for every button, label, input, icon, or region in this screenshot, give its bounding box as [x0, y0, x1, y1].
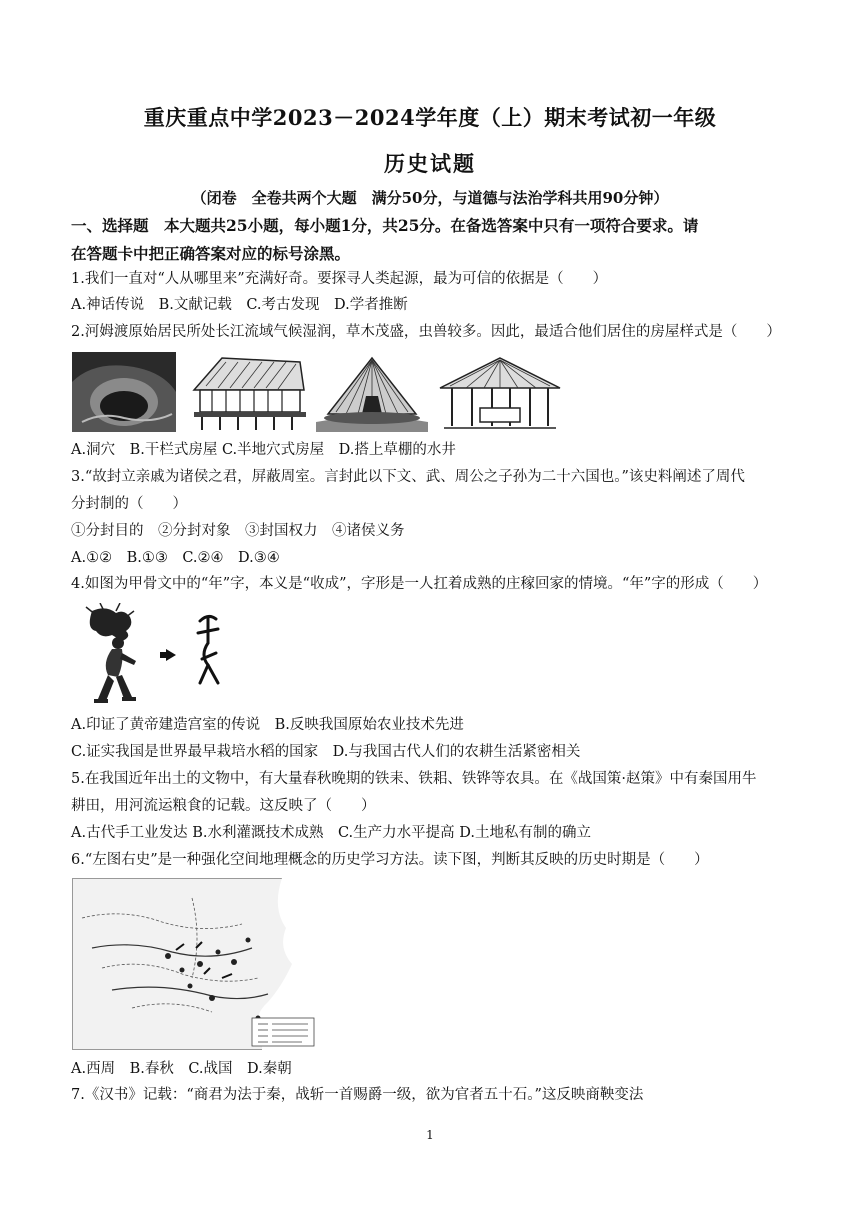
question-3-stem-line2: 分封制的（ ） [71, 496, 187, 512]
cave-image [72, 352, 176, 432]
question-1-options: A.神话传说 B.文献记载 C.考古发现 D.学者推断 [71, 297, 408, 313]
page-number: 1 [426, 1128, 434, 1142]
question-4-options-line1: A.印证了黄帝建造宫室的传说 B.反映我国原始农业技术先进 [71, 717, 464, 733]
question-6-options: A.西周 B.春秋 C.战国 D.秦朝 [71, 1061, 292, 1077]
question-5-options: A.古代手工业发达 B.水利灌溉技术成熟 C.生产力水平提高 D.土地私有制的确立 [71, 825, 591, 841]
question-5-stem-line2: 耕田，用河流运粮食的记载。这反映了（ ） [71, 798, 376, 814]
question-2-stem: 2.河姆渡原始居民所处长江流域气候湿润，草木茂盛，虫兽较多。因此，最适合他们居住的房屋样式是（ ） [71, 324, 781, 340]
question-1-stem: 1.我们一直对“人从哪里来”充满好奇。要探寻人类起源，最为可信的依据是（ ） [71, 271, 608, 287]
exam-note: （闭卷 全卷共两个大题 满分50分，与道德与法治学科共用90分钟） [191, 189, 669, 207]
well-with-thatched-roof-image [436, 352, 564, 432]
question-6-stem: 6.“左图右史”是一种强化空间地理概念的历史学习方法。读下图，判断其反映的历史时期是（ ） [71, 852, 709, 868]
exam-title: 重庆重点中学2023－2024学年度（上）期末考试初一年级 [143, 105, 717, 130]
question-3-options: A.①② B.①③ C.②④ D.③④ [71, 550, 280, 566]
oracle-bone-nian-character-image [72, 603, 230, 707]
question-3-items: ①分封目的 ②分封对象 ③封国权力 ④诸侯义务 [71, 523, 405, 539]
exam-subject: 历史试题 [384, 151, 476, 176]
question-4-options-line2: C.证实我国是世界最早栽培水稻的国家 D.与我国古代人们的农耕生活紧密相关 [71, 744, 581, 760]
question-2-options: A.洞穴 B.干栏式房屋 C.半地穴式房屋 D.搭上草棚的水井 [71, 442, 456, 458]
stilt-house-image [186, 352, 308, 432]
semi-subterranean-house-image [316, 352, 428, 432]
historical-map-image [72, 878, 322, 1050]
question-5-stem-line1: 5.在我国近年出土的文物中，有大量春秋晚期的铁耒、铁耜、铁铧等农具。在《战国策·赵策》中有秦国用牛 [71, 771, 757, 787]
section-heading-line1: 一、选择题 本大题共25小题，每小题1分，共25分。在备选答案中只有一项符合要求。请 [71, 216, 699, 235]
section-heading-line2: 在答题卡中把正确答案对应的标号涂黑。 [71, 244, 351, 263]
question-7-stem: 7.《汉书》记载：“商君为法于秦，战斩一首赐爵一级，欲为官者五十石。”这反映商鞅变法 [71, 1087, 644, 1103]
question-3-stem-line1: 3.“故封立亲戚为诸侯之君，屏蔽周室。言封此以下文、武、周公之子孙为二十六国也。”该史料阐述了周代 [71, 469, 745, 485]
question-4-stem: 4.如图为甲骨文中的“年”字，本义是“收成”，字形是一人扛着成熟的庄稼回家的情境。“年”字的形成（ ） [71, 576, 768, 592]
